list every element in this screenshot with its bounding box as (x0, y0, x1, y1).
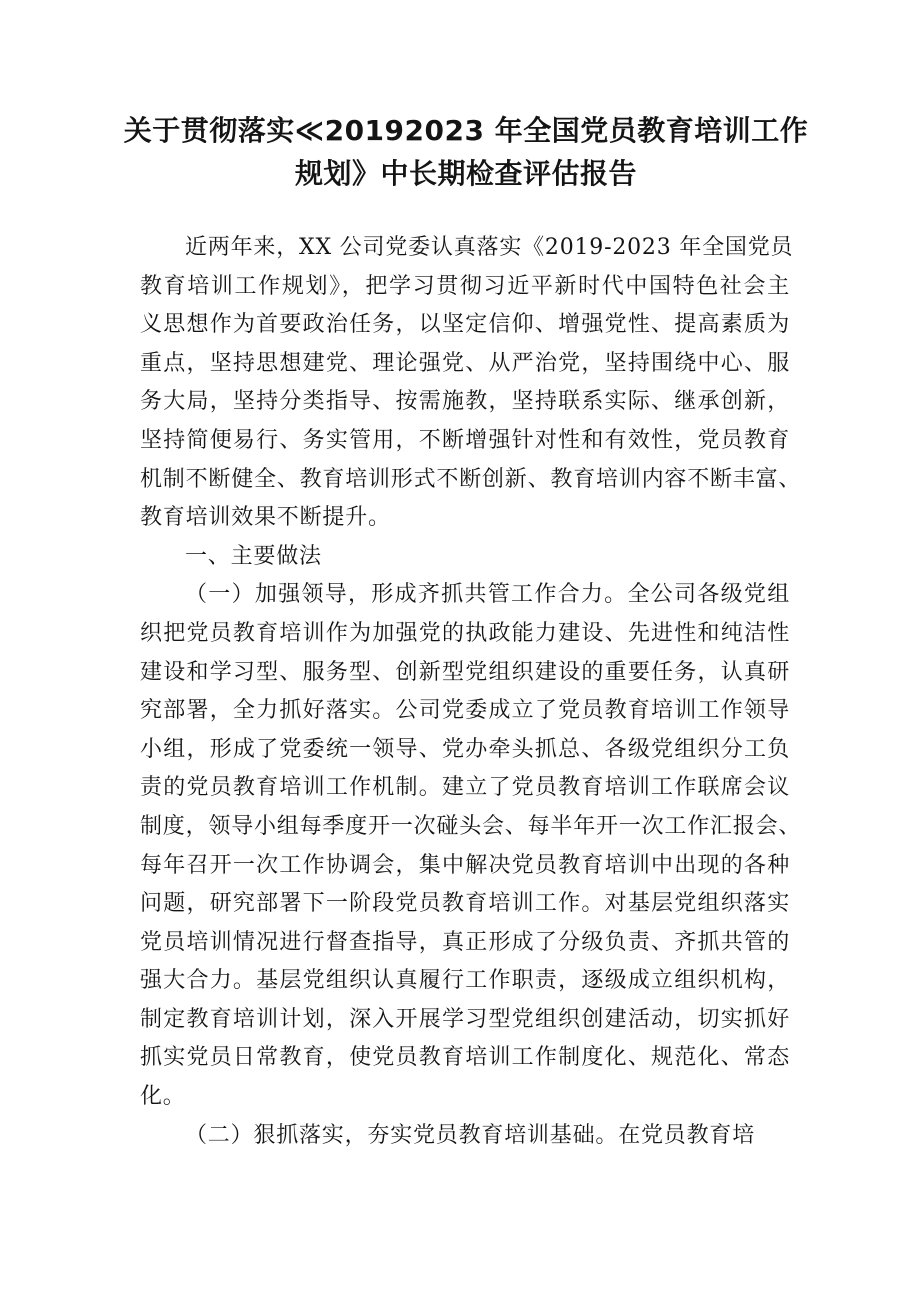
paragraph-line: （一）加强领导，形成齐抓共管工作合力。全公司各级党组 (185, 582, 790, 608)
paragraph-line: 机制不断健全、教育培训形式不断创新、教育培训内容不断丰富、 (140, 466, 802, 492)
paragraph-line: 坚持简便易行、务实管用，不断增强针对性和有效性，党员教育 (140, 427, 790, 453)
paragraph-line: 每年召开一次工作协调会，集中解决党员教育培训中出现的各种 (140, 852, 790, 878)
paragraph-line: 究部署，全力抓好落实。公司党委成立了党员教育培训工作领导 (140, 698, 790, 724)
paragraph-line: 教育培训工作规划》，把学习贯彻习近平新时代中国特色社会主 (140, 273, 790, 299)
paragraph-line: 党员培训情况进行督查指导，真正形成了分级负责、齐抓共管的 (140, 929, 790, 955)
paragraph-line: 强大合力。基层党组织认真履行工作职责，逐级成立组织机构， (140, 968, 790, 994)
paragraph-line: （二）狠抓落实，夯实党员教育培训基础。在党员教育培 (185, 1122, 756, 1148)
document-body (140, 229, 802, 1155)
paragraph-line: 重点，坚持思想建党、理论强党、从严治党，坚持围绕中心、服 (140, 350, 790, 376)
document-title-line-2: 规划》中长期检查评估报告 (294, 157, 637, 190)
section-heading: 一、主要做法 (185, 543, 322, 569)
paragraph-line: 教育培训效果不断提升。 (140, 505, 391, 531)
paragraph-line: 义思想作为首要政治任务，以坚定信仰、增强党性、提高素质为 (140, 312, 790, 338)
paragraph-line: 责的党员教育培训工作机制。建立了党员教育培训工作联席会议 (140, 775, 790, 801)
paragraph-line: 化。 (140, 1084, 186, 1110)
paragraph-line: 建设和学习型、服务型、创新型党组织建设的重要任务，认真研 (140, 659, 790, 685)
paragraph-line: 小组，形成了党委统一领导、党办牵头抓总、各级党组织分工负 (140, 736, 790, 762)
intro-paragraph (140, 229, 802, 538)
item-2-paragraph (140, 1117, 790, 1156)
paragraph-line: 近两年来，XX 公司党委认真落实《2019-2023 年全国党员 (185, 235, 794, 260)
paragraph-line: 问题，研究部署下一阶段党员教育培训工作。对基层党组织落实 (140, 891, 790, 917)
paragraph-line: 务大局，坚持分类指导、按需施教，坚持联系实际、继承创新， (140, 389, 790, 415)
paragraph-line: 织把党员教育培训作为加强党的执政能力建设、先进性和纯洁性 (140, 620, 790, 646)
document-title-line-1: 关于贯彻落实≪20192023 年全国党员教育培训工作 (123, 114, 809, 147)
paragraph-line: 制定教育培训计划，深入开展学习型党组织创建活动，切实抓好 (140, 1006, 790, 1032)
paragraph-line: 抓实党员日常教育，使党员教育培训工作制度化、规范化、常态 (140, 1045, 790, 1071)
document-title (6, 109, 920, 195)
item-1-paragraph (140, 576, 802, 1116)
paragraph-line: 制度，领导小组每季度开一次碰头会、每半年开一次工作汇报会、 (140, 813, 802, 839)
